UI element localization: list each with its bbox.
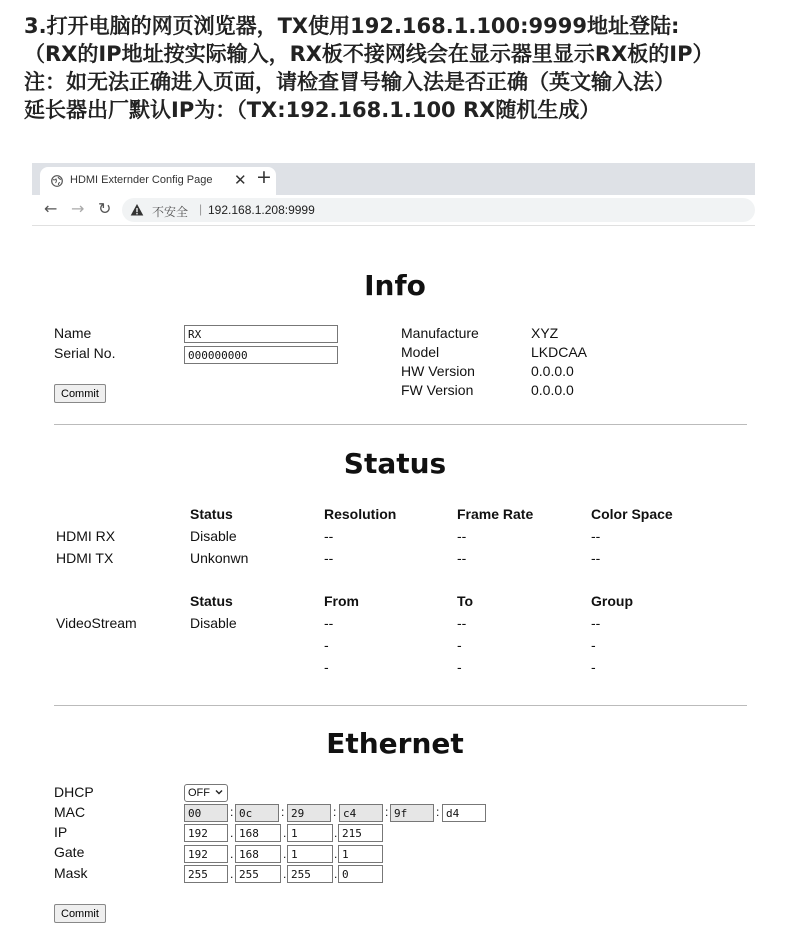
mac-octet-input[interactable]: [390, 804, 434, 822]
warning-icon: [130, 203, 144, 217]
ethernet-heading: Ethernet: [326, 727, 464, 760]
mac-octet-input[interactable]: [442, 804, 486, 822]
row-name: HDMI RX: [56, 528, 116, 544]
gate-octet-input[interactable]: [287, 845, 333, 863]
dhcp-label: DHCP: [54, 784, 94, 800]
ip-octet-input[interactable]: [235, 824, 281, 842]
name-label: Name: [54, 325, 92, 341]
table-cell: Disable: [190, 528, 237, 544]
table-cell: Disable: [190, 615, 237, 631]
mac-octet-input[interactable]: [184, 804, 228, 822]
ip-separator: .: [334, 847, 338, 861]
instruction-line: （RX的IP地址按实际输入，RX板不接网线会在显示器里显示RX板的IP）: [24, 42, 714, 66]
fw-version-label: FW Version: [401, 382, 474, 398]
table-header: Resolution: [324, 506, 397, 522]
hw-version-label: HW Version: [401, 363, 475, 379]
row-name: HDMI TX: [56, 550, 114, 566]
mask-octet-input[interactable]: [184, 865, 228, 883]
close-icon[interactable]: ✕: [234, 171, 247, 189]
nav-bar: [32, 195, 755, 226]
ip-separator: .: [334, 826, 338, 840]
tab-strip: [32, 163, 755, 195]
mac-separator: :: [436, 805, 440, 819]
new-tab-button[interactable]: +: [256, 166, 272, 188]
gate-octet-input[interactable]: [235, 845, 281, 863]
separator: |: [199, 202, 203, 216]
table-cell: --: [324, 615, 334, 631]
manufacture-label: Manufacture: [401, 325, 479, 341]
mac-octet-input[interactable]: [339, 804, 383, 822]
instructions: [24, 12, 774, 124]
instruction-line: 注：如无法正确进入页面，请检查冒号输入法是否正确（英文输入法）: [24, 70, 675, 94]
tab-title: HDMI Externder Config Page: [70, 174, 213, 186]
table-cell: --: [324, 528, 334, 544]
browser-window: [32, 163, 755, 227]
table-header: Status: [190, 506, 233, 522]
fw-version-value: 0.0.0.0: [531, 382, 574, 398]
ip-separator: .: [283, 847, 287, 861]
ip-octet-input[interactable]: [338, 824, 383, 842]
mask-label: Mask: [54, 865, 88, 881]
status-heading: Status: [343, 447, 447, 480]
mask-octet-input[interactable]: [338, 865, 383, 883]
gate-octet-input[interactable]: [338, 845, 383, 863]
config-page: [0, 227, 790, 942]
reload-button[interactable]: ↻: [98, 199, 112, 218]
table-cell: -: [324, 637, 329, 653]
mac-octet-input[interactable]: [235, 804, 279, 822]
globe-icon: [51, 175, 63, 187]
serial-label: Serial No.: [54, 345, 116, 361]
table-cell: -: [591, 659, 596, 675]
ip-separator: .: [283, 826, 287, 840]
table-cell: Unkonwn: [190, 550, 249, 566]
dhcp-select[interactable]: [184, 784, 228, 802]
mask-octet-input[interactable]: [287, 865, 333, 883]
hw-version-value: 0.0.0.0: [531, 363, 574, 379]
model-label: Model: [401, 344, 440, 360]
info-heading: Info: [364, 269, 426, 302]
divider: [54, 424, 747, 425]
mac-label: MAC: [54, 804, 86, 820]
table-header: Group: [591, 593, 633, 609]
serial-input[interactable]: [184, 346, 338, 364]
table-header: To: [457, 593, 474, 609]
mac-separator: :: [333, 805, 337, 819]
name-input[interactable]: [184, 325, 338, 343]
ip-label: IP: [54, 824, 68, 840]
table-cell: --: [591, 550, 601, 566]
table-cell: --: [457, 615, 467, 631]
address-bar[interactable]: [122, 198, 755, 222]
table-cell: --: [324, 550, 334, 566]
mac-separator: :: [385, 805, 389, 819]
table-header: Color Space: [591, 506, 673, 522]
table-cell: -: [457, 637, 462, 653]
ip-separator: .: [334, 867, 338, 881]
forward-button[interactable]: →: [71, 199, 85, 218]
model-value: LKDCAA: [531, 344, 588, 360]
table-header: Frame Rate: [457, 506, 534, 522]
mask-octet-input[interactable]: [235, 865, 281, 883]
browser-tab[interactable]: [40, 167, 276, 195]
table-cell: --: [457, 550, 467, 566]
manufacture-value: XYZ: [531, 325, 559, 341]
back-button[interactable]: ←: [44, 199, 58, 218]
dhcp-value: OFF: [188, 787, 210, 799]
info-commit-button[interactable]: Commit: [54, 384, 106, 403]
ip-separator: .: [230, 826, 234, 840]
ethernet-commit-button[interactable]: Commit: [54, 904, 106, 923]
table-cell: --: [591, 615, 601, 631]
instruction-line: 延长器出厂默认IP为：（TX:192.168.1.100 RX随机生成）: [24, 98, 601, 122]
chevron-down-icon: [215, 788, 223, 796]
gate-label: Gate: [54, 844, 85, 860]
gate-octet-input[interactable]: [184, 845, 228, 863]
security-label: 不安全: [152, 205, 189, 219]
mac-separator: :: [230, 805, 234, 819]
ip-separator: .: [283, 867, 287, 881]
url-text: 192.168.1.208:9999: [208, 203, 315, 217]
table-header: Status: [190, 593, 233, 609]
table-cell: -: [457, 659, 462, 675]
ip-separator: .: [230, 867, 234, 881]
divider: [54, 705, 747, 706]
table-cell: --: [457, 528, 467, 544]
table-header: From: [324, 593, 359, 609]
ip-octet-input[interactable]: [287, 824, 333, 842]
ip-separator: .: [230, 847, 234, 861]
instruction-line: 3.打开电脑的网页浏览器，TX使用192.168.1.100:9999地址登陆:: [24, 14, 680, 38]
mac-octet-input[interactable]: [287, 804, 331, 822]
row-name: VideoStream: [56, 615, 137, 631]
table-cell: -: [324, 659, 329, 675]
table-cell: --: [591, 528, 601, 544]
mac-separator: :: [281, 805, 285, 819]
table-cell: -: [591, 637, 596, 653]
ip-octet-input[interactable]: [184, 824, 228, 842]
